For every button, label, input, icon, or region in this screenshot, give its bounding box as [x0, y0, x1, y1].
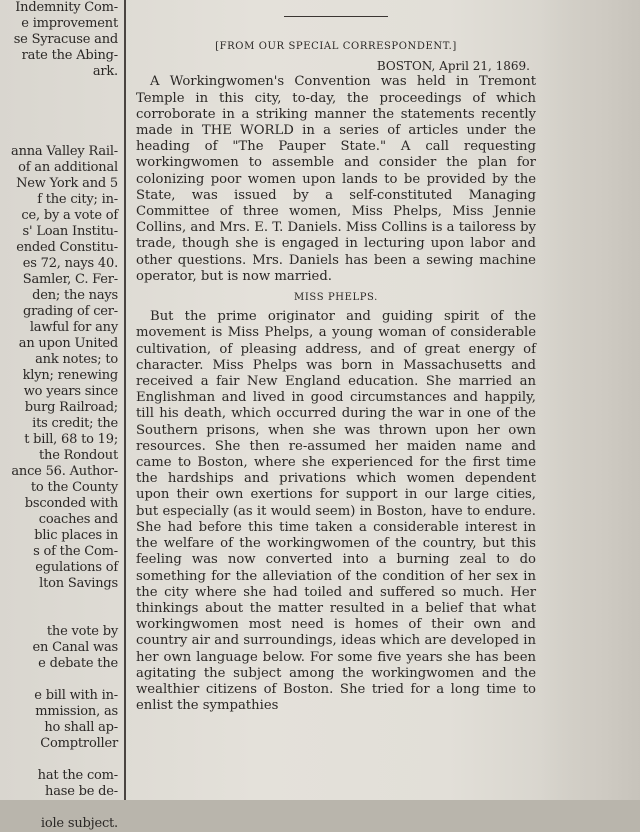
- correspondent-header: [FROM OUR SPECIAL CORRESPONDENT.]: [215, 41, 457, 52]
- left-column-line: to the County: [30, 480, 118, 495]
- article-column: [136, 0, 536, 800]
- left-column-gap: [0, 672, 118, 688]
- left-column-line: e debate the: [38, 656, 118, 671]
- left-column-gap: [0, 96, 118, 112]
- left-column-line: mmission, as: [35, 704, 118, 719]
- left-column-line: e improvement: [21, 16, 118, 31]
- left-column-line: iole subject.: [40, 816, 118, 831]
- left-column-line: es 72, nays 40.: [22, 256, 118, 271]
- article-paragraph-2: But the prime originator and guiding spirit of the movement is Miss Phelps, a young woman of considerable cultivation, of pleasing address, and of great energy of character. Miss Phelps was born in Massachusetts and received a fair New England education. She married an Englishman and lived in good circumstances and happily, till his death, which occurred during the war in one of the Southern prisons, when she was thrown upon her own resources. She then re-assumed her maiden name and came to Boston, where she experienced for the first time the hardships and privations which women dependent upon their own exertions for support in our large cities, but especially (as it would seem) in Boston, have to endure. She had before this time taken a considerable interest in the welfare of the workingwomen of the country, but this feeling was now converted into a burning zeal to do something for the alleviation of the condition of her sex in the city where she had toiled and suffered so much. Her thinkings about the matter resulted in a belief that what workingwomen most need is homes of their own and country air and surroundings, ideas which are developed in her own language below. For some five years she has been agitating the subject among the workingwomen and the wealthier citizens of Boston. She tried for a long time to enlist the sympathies: [136, 309, 536, 714]
- left-column-line: se Syracuse and: [13, 32, 118, 47]
- left-column-gap: [0, 128, 118, 144]
- left-column-line: ank notes; to: [35, 352, 118, 367]
- left-column-line: en Canal was: [32, 640, 118, 655]
- left-column-line: burg Railroad;: [24, 400, 118, 415]
- left-column-line: s of the Com-: [33, 544, 118, 559]
- left-column-line: Comptroller: [40, 736, 118, 751]
- left-column-gap: [0, 80, 118, 96]
- article-paragraph-1: A Workingwomen's Convention was held in Tremont Temple in this city, to-day, the proceedings of which corroborate in a striking manner the statements recently made in THE WORLD in a series of articles under the heading of "The Pauper State." A call requesting workingwomen to assemble and consider the plan for colonizing poor women upon lands to be provided by the State, was issued by a self-constituted Managing Committee of three women, Miss Phelps, Miss Jennie Collins, and Mrs. E. T. Daniels. Miss Collins is a tailoress by trade, though she is engaged in lecturing upon labor and other questions. Mrs. Daniels has been a sewing machine operator, but is now married.: [136, 74, 536, 284]
- left-column-line: hase be de-: [45, 784, 118, 799]
- left-column-line: coaches and: [38, 512, 118, 527]
- left-column-line: an upon United: [18, 336, 118, 351]
- article-dateline: BOSTON, April 21, 1869.: [376, 59, 530, 74]
- left-column-line: of an additional: [18, 160, 118, 175]
- left-column-gap: [0, 608, 118, 624]
- left-column-text: [0, 0, 118, 831]
- left-column-line: rate the Abing-: [21, 48, 118, 63]
- left-column-line: lton Savings: [39, 576, 118, 591]
- left-column-gap: [0, 800, 118, 816]
- left-column-line: ark.: [92, 64, 118, 79]
- left-column-line: lawful for any: [29, 320, 118, 335]
- column-divider: [124, 0, 126, 800]
- left-column-line: ho shall ap-: [44, 720, 118, 735]
- left-column-line: s' Loan Institu-: [22, 224, 118, 239]
- left-column-line: Samler, C. Fer-: [22, 272, 118, 287]
- left-column-line: blic places in: [34, 528, 118, 543]
- article-top-rule: [284, 16, 388, 17]
- left-column-gap: [0, 592, 118, 608]
- left-column-gap: [0, 752, 118, 768]
- left-column-line: Indemnity Com-: [15, 0, 118, 15]
- left-column-line: f the city; in-: [37, 192, 118, 207]
- left-column-line: klyn; renewing: [22, 368, 118, 383]
- left-column-line: wo years since: [23, 384, 118, 399]
- left-column-line: bsconded with: [24, 496, 118, 511]
- left-column-gap: [0, 112, 118, 128]
- left-column-line: t bill, 68 to 19;: [24, 432, 118, 447]
- left-column-line: egulations of: [35, 560, 118, 575]
- left-column-line: den; the nays: [32, 288, 118, 303]
- left-column-line: e bill with in-: [34, 688, 118, 703]
- left-column-line: ce, by a vote of: [21, 208, 118, 223]
- left-column-line: New York and 5: [16, 176, 118, 191]
- left-column-line: its credit; the: [32, 416, 118, 431]
- left-column-line: the Rondout: [39, 448, 118, 463]
- section-subhead: MISS PHELPS.: [294, 292, 378, 304]
- page-edge-shadow: [540, 0, 640, 800]
- left-column-line: ended Constitu-: [16, 240, 118, 255]
- left-column-line: grading of cer-: [23, 304, 118, 319]
- left-column-line: ance 56. Author-: [11, 464, 118, 479]
- left-column-line: the vote by: [46, 624, 118, 639]
- left-column-line: anna Valley Rail-: [11, 144, 118, 159]
- left-column-line: hat the com-: [37, 768, 118, 783]
